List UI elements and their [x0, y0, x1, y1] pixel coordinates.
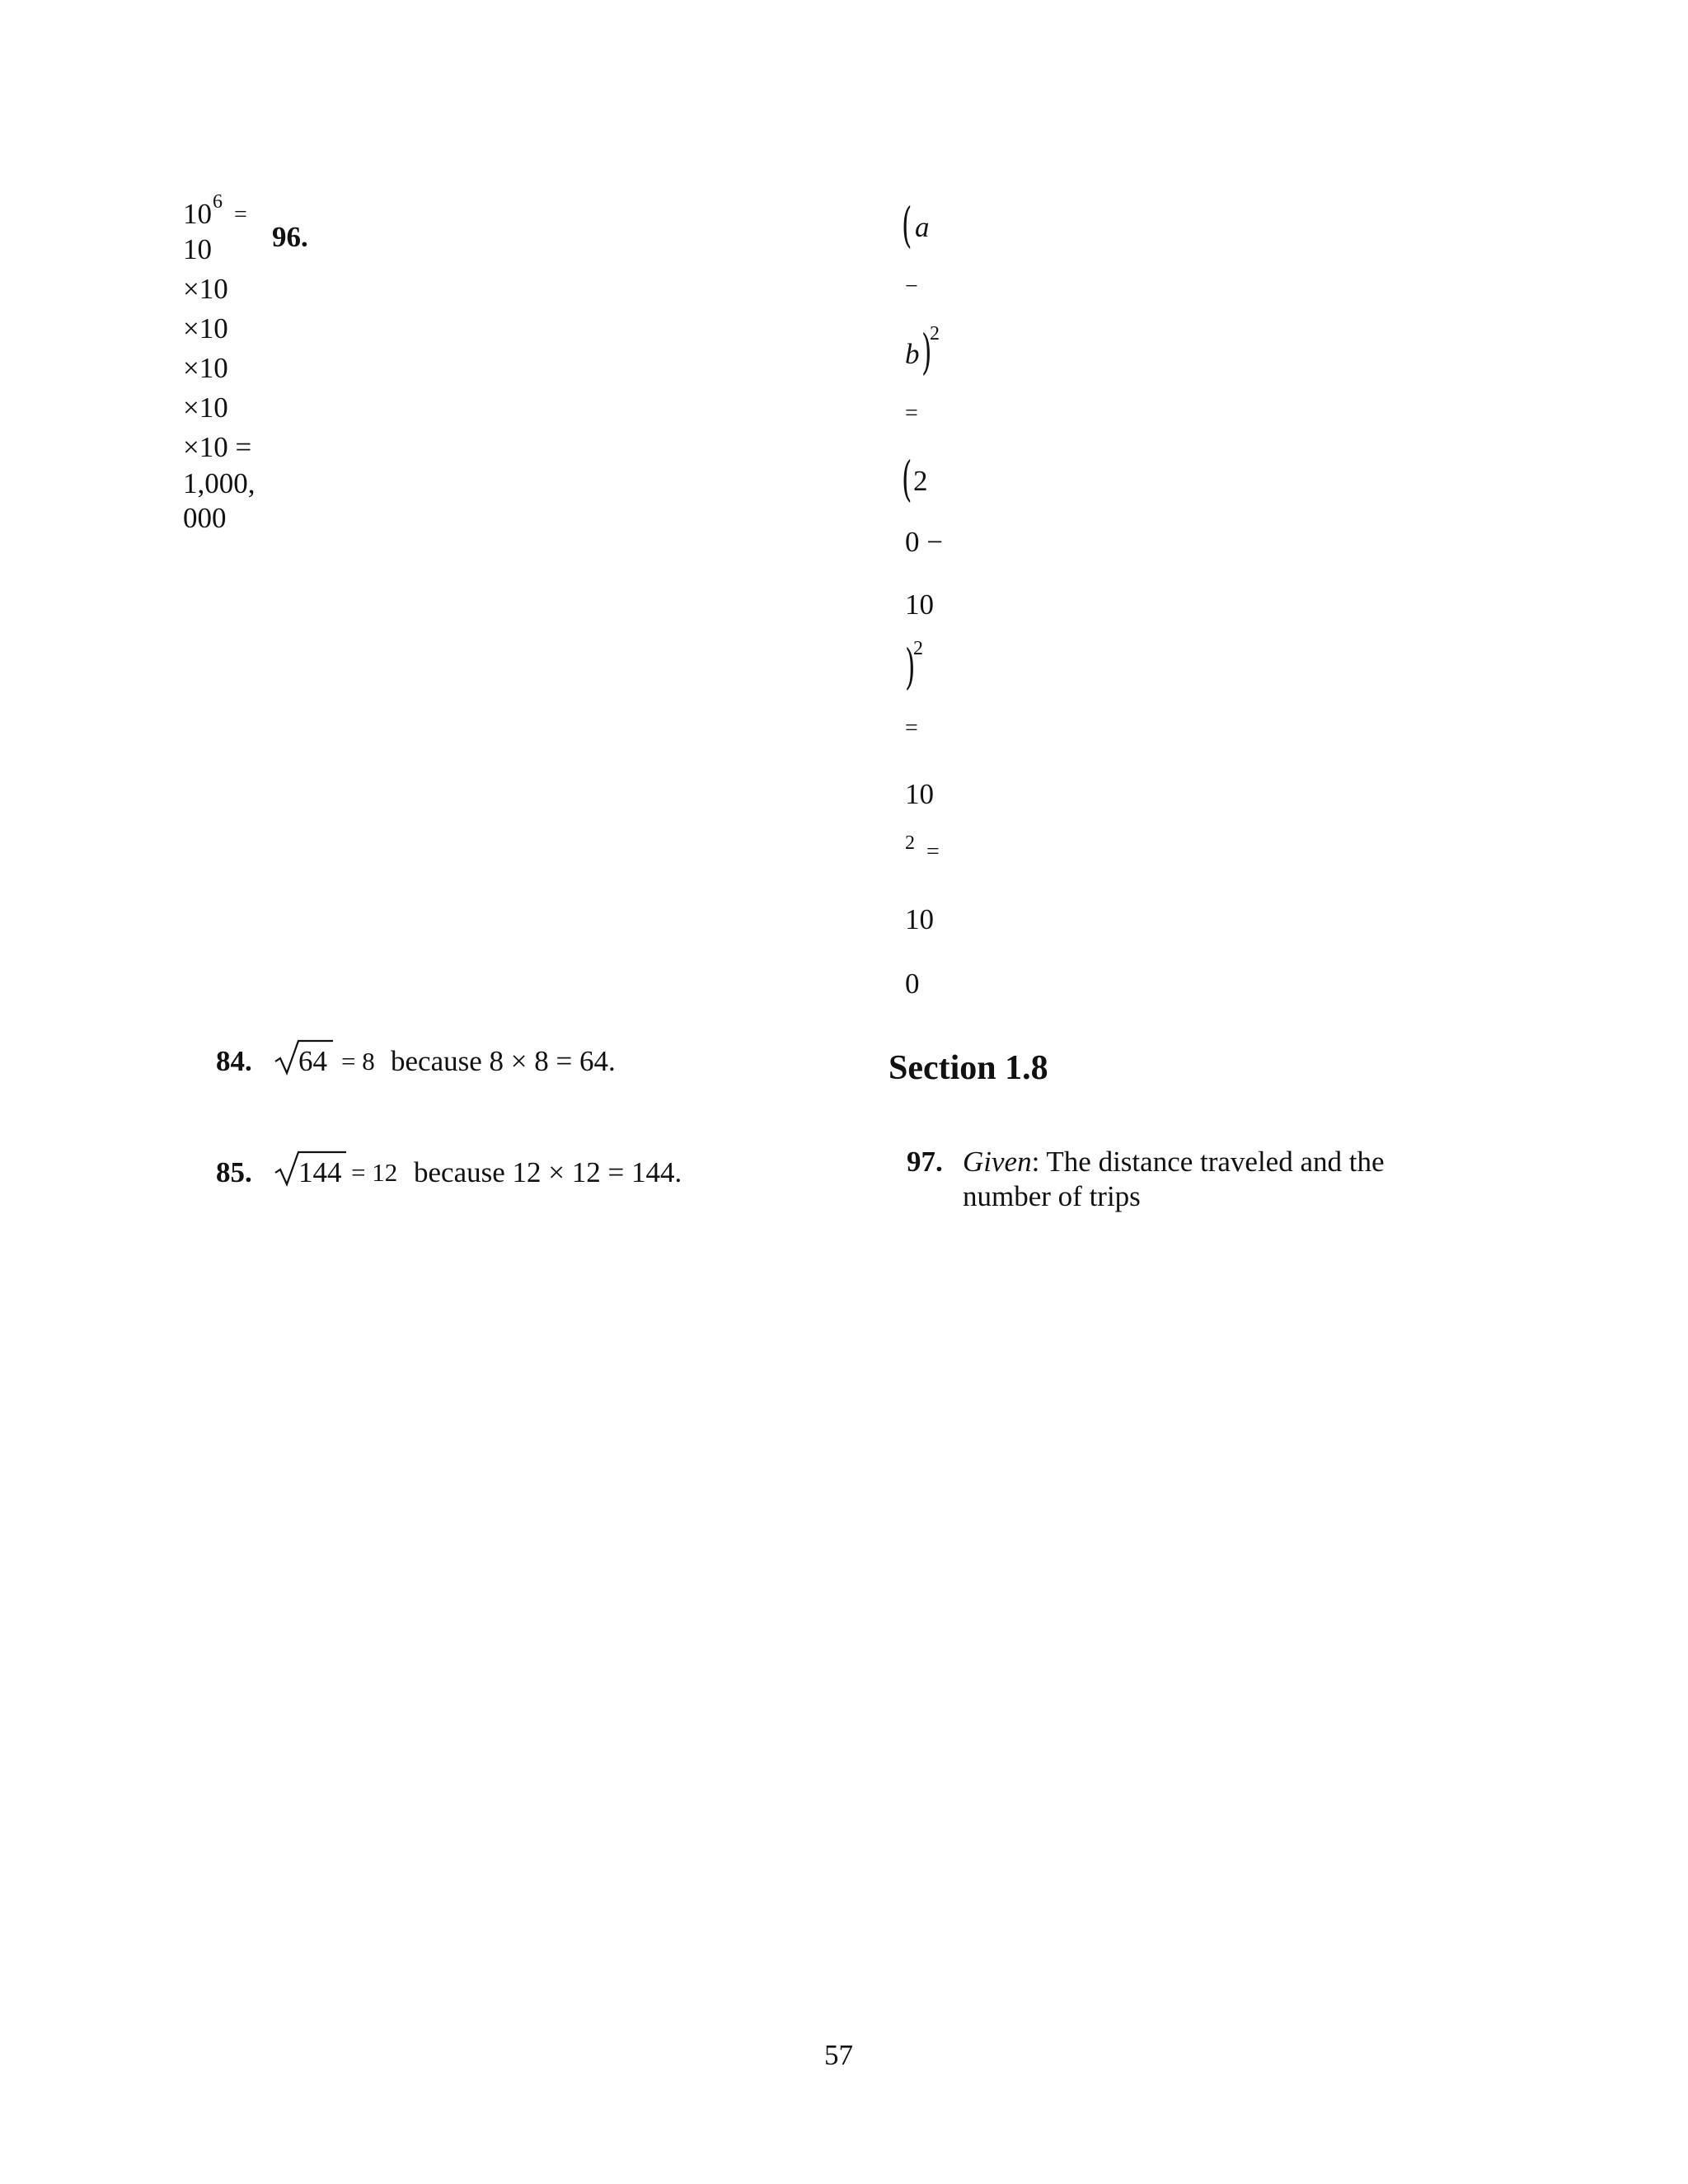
item-97-number: 97.	[907, 1146, 943, 1178]
given-label: Given	[963, 1146, 1032, 1178]
equals-sign: =	[905, 401, 918, 426]
open-paren: (	[902, 197, 912, 253]
close-paren: )	[905, 639, 916, 695]
item-85-number: 85.	[216, 1156, 252, 1188]
ten: 10	[905, 588, 934, 621]
ten: 10	[905, 778, 934, 810]
item-85-explanation: because 12 × 12 = 144.	[414, 1156, 682, 1188]
exponent: 2	[905, 832, 915, 854]
expr-line: ×10	[183, 273, 228, 305]
item-84-result: = 8	[341, 1047, 375, 1076]
page-number: 57	[824, 2039, 853, 2071]
expr-line: ×10	[183, 391, 228, 424]
digit-two: 2	[913, 465, 928, 497]
exponent: 2	[913, 638, 923, 659]
item-85-radicand: 144	[298, 1156, 342, 1188]
exponent: 2	[930, 323, 940, 344]
item-97-line-2: number of trips	[963, 1180, 1141, 1212]
item-97-text: : The distance traveled and the	[1031, 1146, 1385, 1178]
zero-minus: 0 −	[905, 526, 943, 558]
close-paren: )	[921, 324, 932, 380]
equals-sign: =	[926, 839, 940, 865]
item-97-line-1	[963, 1145, 1385, 1179]
minus-sign: −	[905, 274, 918, 299]
expr-base: 10	[183, 198, 212, 230]
expr-line: 10	[183, 233, 212, 265]
open-paren: (	[902, 451, 912, 507]
expr-equals: =	[234, 202, 247, 227]
expr-line: ×10	[183, 352, 228, 384]
item-96-label: 96.	[272, 221, 308, 253]
item-84-number: 84.	[216, 1045, 252, 1077]
expr-line: ×10	[183, 312, 228, 344]
item-84-radicand: 64	[298, 1045, 327, 1077]
ten: 10	[905, 903, 934, 935]
variable-a: a	[915, 211, 930, 243]
item-85-result: = 12	[351, 1158, 398, 1187]
item-84-explanation: because 8 × 8 = 64.	[391, 1045, 616, 1077]
expr-line: 1,000,	[183, 467, 256, 499]
equals-sign: =	[905, 715, 918, 741]
expr-line: 000	[183, 502, 227, 534]
expr-exponent: 6	[213, 191, 223, 213]
digit-zero: 0	[905, 968, 920, 1000]
variable-b: b	[905, 338, 920, 370]
expr-line: ×10 =	[183, 431, 252, 463]
section-heading: Section 1.8	[889, 1049, 1048, 1087]
